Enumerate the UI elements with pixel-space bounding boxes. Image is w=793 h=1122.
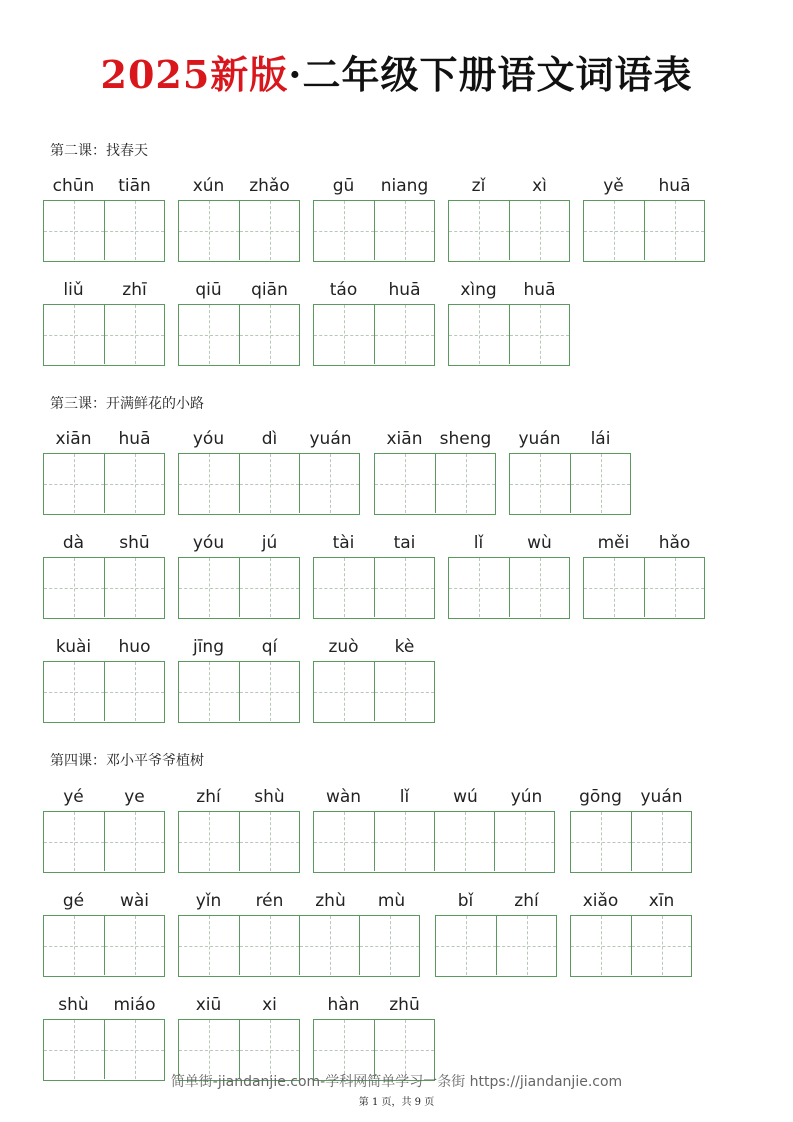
tianzige-cell[interactable] xyxy=(449,305,509,364)
pinyin-syllable: huā xyxy=(388,280,421,300)
pinyin-row xyxy=(509,425,631,453)
pinyin-row xyxy=(178,425,361,453)
writing-grid xyxy=(313,661,435,723)
pinyin-row xyxy=(178,783,300,811)
pinyin-syllable: gōng xyxy=(579,787,622,807)
writing-grid xyxy=(313,811,555,873)
tianzige-cell[interactable] xyxy=(179,662,239,721)
tianzige-cell[interactable] xyxy=(374,812,434,871)
writing-grid xyxy=(374,453,496,515)
tianzige-cell[interactable] xyxy=(571,916,631,975)
pinyin-syllable: yé xyxy=(63,787,84,807)
tianzige-cell[interactable] xyxy=(644,558,704,617)
pinyin-syllable: zhī xyxy=(122,280,147,300)
tianzige-cell[interactable] xyxy=(104,916,164,975)
writing-grid xyxy=(43,453,165,515)
pinyin-syllable: chūn xyxy=(52,176,95,196)
pinyin-syllable: gū xyxy=(332,176,355,196)
pinyin-row xyxy=(178,172,300,200)
pinyin-syllable: qiū xyxy=(195,280,222,300)
pinyin-syllable: wài xyxy=(119,891,150,911)
pinyin-row xyxy=(448,276,570,304)
tianzige-cell[interactable] xyxy=(179,305,239,364)
pinyin-syllable: liǔ xyxy=(63,280,84,300)
pinyin-syllable: dà xyxy=(62,533,85,553)
pinyin-row xyxy=(583,172,705,200)
pinyin-syllable: xi xyxy=(262,995,277,1015)
pinyin-row xyxy=(313,783,557,811)
writing-grid xyxy=(583,200,705,262)
pinyin-row xyxy=(178,991,300,1019)
tianzige-cell[interactable] xyxy=(299,916,359,975)
pinyin-syllable: xún xyxy=(192,176,225,196)
pinyin-syllable: gé xyxy=(62,891,85,911)
pinyin-row xyxy=(43,633,165,661)
pinyin-syllable: táo xyxy=(329,280,358,300)
pinyin-syllable: rén xyxy=(255,891,284,911)
writing-grid xyxy=(178,557,300,619)
pinyin-row xyxy=(43,529,165,557)
tianzige-cell[interactable] xyxy=(496,916,556,975)
title-edition: 2025新版 xyxy=(100,52,289,97)
tianzige-cell[interactable] xyxy=(179,201,239,260)
writing-grid xyxy=(178,915,420,977)
tianzige-cell[interactable] xyxy=(584,201,644,260)
writing-grid xyxy=(313,200,435,262)
tianzige-cell[interactable] xyxy=(104,812,164,871)
writing-grid xyxy=(178,811,300,873)
pinyin-syllable: yuán xyxy=(309,429,352,449)
writing-grid xyxy=(178,304,300,366)
tianzige-cell[interactable] xyxy=(44,916,104,975)
pinyin-row xyxy=(178,276,300,304)
writing-grid xyxy=(178,453,360,515)
pinyin-syllable: jīng xyxy=(192,637,224,657)
pinyin-syllable: xiān xyxy=(386,429,423,449)
writing-grid xyxy=(43,304,165,366)
pinyin-syllable: xīn xyxy=(648,891,675,911)
pinyin-row xyxy=(43,991,165,1019)
lesson-heading: 第二课：找春天 xyxy=(50,143,148,159)
pinyin-syllable: sheng xyxy=(439,429,492,449)
writing-grid xyxy=(435,915,557,977)
tianzige-cell[interactable] xyxy=(314,305,374,364)
pinyin-syllable: qí xyxy=(261,637,278,657)
pinyin-syllable: xiān xyxy=(55,429,92,449)
pinyin-row xyxy=(313,991,435,1019)
pinyin-syllable: tài xyxy=(332,533,355,553)
tianzige-cell[interactable] xyxy=(509,305,569,364)
writing-grid xyxy=(448,304,570,366)
writing-grid xyxy=(448,557,570,619)
tianzige-cell[interactable] xyxy=(239,662,299,721)
pinyin-syllable: zhí xyxy=(196,787,221,807)
tianzige-cell[interactable] xyxy=(435,454,495,513)
tianzige-cell[interactable] xyxy=(314,662,374,721)
pinyin-syllable: wù xyxy=(527,533,552,553)
writing-grid xyxy=(570,811,692,873)
pinyin-syllable: yuán xyxy=(518,429,561,449)
pinyin-row xyxy=(313,172,435,200)
tianzige-cell[interactable] xyxy=(314,812,374,871)
pinyin-syllable: qiān xyxy=(251,280,288,300)
tianzige-cell[interactable] xyxy=(104,662,164,721)
pinyin-syllable: ye xyxy=(124,787,145,807)
pinyin-syllable: zuò xyxy=(328,637,359,657)
pinyin-syllable: yún xyxy=(510,787,543,807)
writing-grid xyxy=(43,557,165,619)
writing-grid xyxy=(43,811,165,873)
pinyin-syllable: yuán xyxy=(640,787,683,807)
writing-grid xyxy=(178,200,300,262)
tianzige-cell[interactable] xyxy=(434,812,494,871)
writing-grid xyxy=(43,200,165,262)
tianzige-cell[interactable] xyxy=(509,558,569,617)
tianzige-cell[interactable] xyxy=(239,812,299,871)
pinyin-syllable: yě xyxy=(603,176,624,196)
pinyin-syllable: hǎo xyxy=(658,533,691,553)
pinyin-syllable: huā xyxy=(658,176,691,196)
pinyin-row xyxy=(178,633,300,661)
pinyin-syllable: huā xyxy=(523,280,556,300)
pinyin-row xyxy=(583,529,705,557)
pinyin-syllable: huā xyxy=(118,429,151,449)
pinyin-syllable: bǐ xyxy=(457,891,474,911)
pinyin-syllable: xiū xyxy=(195,995,222,1015)
pinyin-syllable: lǐ xyxy=(399,787,410,807)
pinyin-syllable: hàn xyxy=(327,995,360,1015)
pinyin-row xyxy=(570,887,692,915)
pinyin-syllable: kuài xyxy=(55,637,92,657)
pinyin-syllable: niang xyxy=(380,176,429,196)
pinyin-row xyxy=(448,172,570,200)
tianzige-cell[interactable] xyxy=(44,812,104,871)
writing-grid xyxy=(509,453,631,515)
writing-grid xyxy=(313,557,435,619)
tianzige-cell[interactable] xyxy=(359,916,419,975)
tianzige-cell[interactable] xyxy=(631,812,691,871)
pinyin-row xyxy=(43,887,165,915)
tianzige-cell[interactable] xyxy=(239,201,299,260)
pinyin-syllable: tiān xyxy=(118,176,151,196)
pinyin-syllable: shù xyxy=(254,787,285,807)
tianzige-cell[interactable] xyxy=(436,916,496,975)
tianzige-cell[interactable] xyxy=(104,558,164,617)
tianzige-cell[interactable] xyxy=(179,454,239,513)
tianzige-cell[interactable] xyxy=(644,201,704,260)
writing-grid xyxy=(583,557,705,619)
pinyin-syllable: huo xyxy=(118,637,151,657)
page-title xyxy=(0,50,793,100)
lesson-heading: 第四课：邓小平爷爷植树 xyxy=(50,753,204,769)
pinyin-row xyxy=(448,529,570,557)
tianzige-cell[interactable] xyxy=(631,916,691,975)
pinyin-syllable: zhí xyxy=(514,891,539,911)
tianzige-cell[interactable] xyxy=(449,558,509,617)
pinyin-syllable: xiǎo xyxy=(582,891,619,911)
pinyin-syllable: shù xyxy=(58,995,89,1015)
tianzige-cell[interactable] xyxy=(179,812,239,871)
pinyin-row xyxy=(178,529,300,557)
tianzige-cell[interactable] xyxy=(104,454,164,513)
pinyin-syllable: wú xyxy=(453,787,478,807)
tianzige-cell[interactable] xyxy=(375,454,435,513)
tianzige-cell[interactable] xyxy=(374,305,434,364)
writing-grid xyxy=(43,661,165,723)
writing-grid xyxy=(43,915,165,977)
pinyin-row xyxy=(43,172,165,200)
tianzige-cell[interactable] xyxy=(584,558,644,617)
tianzige-cell[interactable] xyxy=(239,305,299,364)
pinyin-row xyxy=(43,783,165,811)
pinyin-row xyxy=(313,529,435,557)
writing-grid xyxy=(313,304,435,366)
pinyin-row xyxy=(435,887,557,915)
tianzige-cell[interactable] xyxy=(44,201,104,260)
tianzige-cell[interactable] xyxy=(314,201,374,260)
pinyin-syllable: xìng xyxy=(460,280,497,300)
page-number: 第 1 页，共 9 页 xyxy=(358,1097,435,1108)
pinyin-syllable: zhū xyxy=(389,995,420,1015)
tianzige-cell[interactable] xyxy=(239,916,299,975)
pinyin-syllable: mù xyxy=(377,891,406,911)
pinyin-row xyxy=(313,633,435,661)
tianzige-cell[interactable] xyxy=(44,662,104,721)
tianzige-cell[interactable] xyxy=(374,558,434,617)
writing-grid xyxy=(178,661,300,723)
tianzige-cell[interactable] xyxy=(494,812,554,871)
tianzige-cell[interactable] xyxy=(44,454,104,513)
tianzige-cell[interactable] xyxy=(509,201,569,260)
pinyin-syllable: tai xyxy=(393,533,416,553)
tianzige-cell[interactable] xyxy=(374,662,434,721)
tianzige-cell[interactable] xyxy=(239,558,299,617)
tianzige-cell[interactable] xyxy=(571,812,631,871)
pinyin-row xyxy=(43,425,165,453)
lesson-heading: 第三课：开满鲜花的小路 xyxy=(50,396,204,412)
pinyin-syllable: měi xyxy=(597,533,630,553)
tianzige-cell[interactable] xyxy=(179,558,239,617)
pinyin-syllable: dì xyxy=(261,429,278,449)
pinyin-row xyxy=(313,276,435,304)
pinyin-syllable: lái xyxy=(590,429,611,449)
tianzige-cell[interactable] xyxy=(179,916,239,975)
pinyin-syllable: yóu xyxy=(192,533,225,553)
pinyin-syllable: xì xyxy=(532,176,547,196)
tianzige-cell[interactable] xyxy=(104,201,164,260)
tianzige-cell[interactable] xyxy=(239,454,299,513)
pinyin-syllable: kè xyxy=(394,637,415,657)
pinyin-syllable: jú xyxy=(261,533,278,553)
tianzige-cell[interactable] xyxy=(449,201,509,260)
pinyin-row xyxy=(43,276,165,304)
footer-watermark: 简单街-jiandanjie.com-学科网简单学习一条街 https://jiandanjie.com xyxy=(170,1074,623,1090)
pinyin-syllable: lǐ xyxy=(473,533,484,553)
tianzige-cell[interactable] xyxy=(104,305,164,364)
writing-grid xyxy=(570,915,692,977)
pinyin-syllable: zǐ xyxy=(471,176,486,196)
pinyin-syllable: zhù xyxy=(315,891,346,911)
pinyin-syllable: yóu xyxy=(192,429,225,449)
tianzige-cell[interactable] xyxy=(374,201,434,260)
pinyin-syllable: wàn xyxy=(325,787,362,807)
writing-grid xyxy=(448,200,570,262)
pinyin-row xyxy=(570,783,692,811)
pinyin-row xyxy=(374,425,496,453)
tianzige-cell[interactable] xyxy=(44,305,104,364)
title-main: ·二年级下册语文词语表 xyxy=(288,52,693,97)
pinyin-syllable: shū xyxy=(119,533,150,553)
tianzige-cell[interactable] xyxy=(44,558,104,617)
pinyin-syllable: miáo xyxy=(113,995,156,1015)
pinyin-syllable: yǐn xyxy=(195,891,222,911)
pinyin-syllable: zhǎo xyxy=(249,176,290,196)
tianzige-cell[interactable] xyxy=(299,454,359,513)
tianzige-cell[interactable] xyxy=(510,454,570,513)
tianzige-cell[interactable] xyxy=(570,454,630,513)
tianzige-cell[interactable] xyxy=(314,558,374,617)
pinyin-row xyxy=(178,887,422,915)
